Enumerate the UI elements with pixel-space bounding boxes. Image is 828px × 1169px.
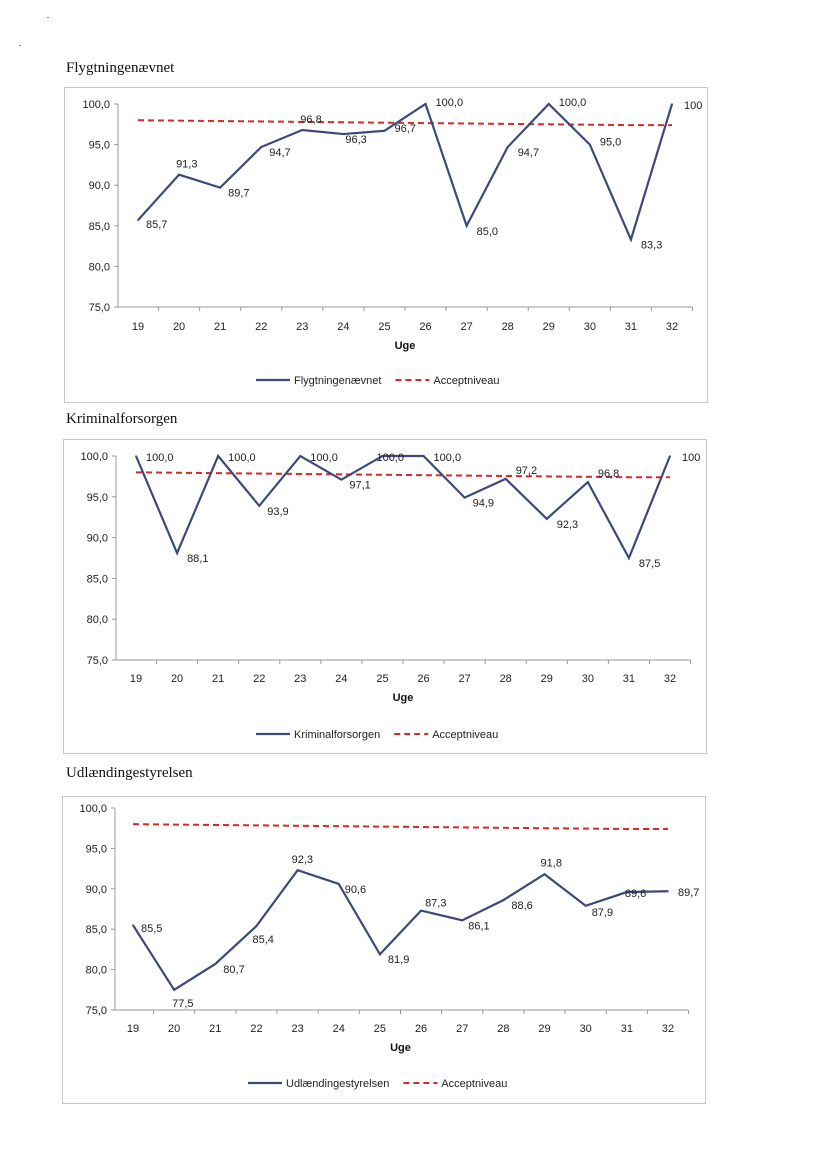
data-point <box>132 924 134 926</box>
x-tick-label: 23 <box>294 673 307 685</box>
x-tick-label: 21 <box>209 1023 222 1035</box>
data-point <box>341 479 343 481</box>
data-point <box>546 518 548 520</box>
data-point <box>585 905 587 907</box>
data-label: 89,7 <box>228 187 250 200</box>
x-tick-label: 32 <box>665 321 679 333</box>
x-tick-label: 27 <box>458 673 471 685</box>
data-point <box>544 873 546 875</box>
x-tick-label: 25 <box>378 321 391 333</box>
data-label: 100,0 <box>558 97 587 109</box>
data-point <box>503 899 505 901</box>
x-tick-label: 19 <box>129 673 143 685</box>
data-point <box>507 146 509 148</box>
x-tick-label: 24 <box>332 1023 345 1035</box>
data-point <box>176 552 178 554</box>
data-point <box>589 144 591 146</box>
section-title-udlaendingestyrelsen: Udlændingestyrelsen <box>66 765 193 781</box>
data-point <box>671 103 673 105</box>
y-tick-label: 75,0 <box>88 302 110 314</box>
y-tick-label: 75,0 <box>85 1005 107 1017</box>
x-tick-label: 28 <box>501 321 514 333</box>
data-point <box>425 103 427 105</box>
y-tick-label: 85,0 <box>88 220 110 233</box>
x-tick-label: 20 <box>168 1023 181 1035</box>
data-label: 88,6 <box>511 900 533 913</box>
data-label: 81,9 <box>387 954 410 967</box>
section-title-flygtningenaevnet: Flygtningenævnet <box>66 60 175 76</box>
data-point <box>587 481 589 483</box>
x-tick-label: 30 <box>583 321 596 333</box>
x-tick-label: 21 <box>214 321 227 333</box>
data-point <box>217 455 219 457</box>
x-tick-label: 26 <box>417 673 430 685</box>
data-label: 83,3 <box>640 239 663 252</box>
series-line <box>133 870 668 990</box>
data-label: 88,1 <box>187 553 209 566</box>
data-label: 80,7 <box>223 963 245 976</box>
x-tick-label: 26 <box>419 321 432 333</box>
y-tick-label: 85,0 <box>85 924 107 937</box>
x-tick-label: 31 <box>620 1023 633 1035</box>
data-point <box>464 497 466 499</box>
data-label: 86,1 <box>468 920 490 933</box>
x-axis-title: Uge <box>392 692 414 704</box>
data-label: 90,6 <box>344 883 367 896</box>
x-tick-label: 27 <box>460 321 473 333</box>
x-axis-title: Uge <box>390 1042 411 1054</box>
x-tick-label: 22 <box>250 1023 263 1035</box>
data-point <box>258 505 260 507</box>
data-label: 94,7 <box>517 147 540 160</box>
series-line <box>136 456 670 558</box>
data-point <box>505 478 507 480</box>
data-label: 94,7 <box>269 147 291 160</box>
y-tick-label: 90,0 <box>88 180 110 193</box>
data-label: 100 <box>684 100 703 112</box>
y-tick-label: 75,0 <box>86 655 108 667</box>
data-label: 97,1 <box>349 479 371 492</box>
data-label: 100,0 <box>435 97 464 109</box>
data-label: 100,0 <box>433 452 462 464</box>
x-tick-label: 26 <box>414 1023 428 1035</box>
data-point <box>667 890 669 892</box>
data-point <box>178 174 180 176</box>
data-label: 95,0 <box>599 136 622 149</box>
x-tick-label: 23 <box>291 1023 304 1035</box>
x-tick-label: 24 <box>337 321 350 333</box>
data-point <box>379 953 381 955</box>
data-label: 96,8 <box>300 113 322 126</box>
data-label: 100,0 <box>310 452 338 464</box>
data-point <box>173 989 175 991</box>
data-point <box>420 910 422 912</box>
y-tick-label: 95,0 <box>86 491 108 504</box>
data-label: 100 <box>682 452 701 464</box>
x-tick-label: 28 <box>499 673 512 685</box>
data-point <box>461 920 463 922</box>
data-label: 93,9 <box>267 505 289 518</box>
data-label: 85,7 <box>146 219 168 232</box>
data-point <box>630 239 632 241</box>
data-label: 85,5 <box>141 923 163 936</box>
data-point <box>548 103 550 105</box>
x-tick-label: 25 <box>373 1023 387 1035</box>
data-point <box>384 130 386 132</box>
data-label: 91,8 <box>540 857 562 870</box>
x-tick-label: 22 <box>253 673 266 685</box>
data-point <box>343 133 345 135</box>
data-label: 85,0 <box>476 225 499 238</box>
data-point <box>256 925 258 927</box>
data-label: 96,3 <box>345 134 367 147</box>
data-label: 89,6 <box>624 888 647 901</box>
data-label: 87,9 <box>591 906 614 919</box>
legend-accept-label: Acceptniveau <box>432 729 499 741</box>
data-point <box>215 963 217 965</box>
data-point <box>466 225 468 227</box>
y-tick-label: 80,0 <box>85 964 107 977</box>
acceptniveau-line <box>133 824 668 829</box>
legend-series-label: Udlændingestyrelsen <box>286 1078 390 1090</box>
data-point <box>219 187 221 189</box>
data-point <box>423 455 425 457</box>
data-label: 100,0 <box>228 452 256 464</box>
data-point <box>297 869 299 871</box>
data-point <box>135 455 137 457</box>
data-point <box>260 146 262 148</box>
x-tick-label: 31 <box>622 673 636 685</box>
x-tick-label: 32 <box>661 1023 675 1035</box>
x-tick-label: 32 <box>663 673 677 685</box>
x-tick-label: 29 <box>538 1023 551 1035</box>
data-point <box>137 219 139 221</box>
y-tick-label: 100,0 <box>82 99 110 111</box>
legend-accept-label: Acceptniveau <box>441 1078 508 1090</box>
data-label: 96,8 <box>597 468 620 481</box>
data-label: 92,3 <box>556 518 579 531</box>
data-label: 94,9 <box>472 497 495 510</box>
legend-series-label: Flygtningenævnet <box>294 375 382 387</box>
x-tick-label: 22 <box>255 321 268 333</box>
x-tick-label: 27 <box>456 1023 469 1035</box>
x-tick-label: 30 <box>579 1023 592 1035</box>
x-tick-label: 24 <box>335 673 348 685</box>
data-point <box>338 883 340 885</box>
data-label: 77,5 <box>172 997 194 1010</box>
x-tick-label: 29 <box>542 321 555 333</box>
y-tick-label: 100,0 <box>79 803 107 815</box>
x-tick-label: 28 <box>497 1023 510 1035</box>
x-tick-label: 30 <box>581 673 594 685</box>
y-tick-label: 80,0 <box>86 614 108 627</box>
data-point <box>669 455 671 457</box>
x-tick-label: 21 <box>212 673 225 685</box>
x-tick-label: 19 <box>126 1023 140 1035</box>
y-tick-label: 95,0 <box>88 139 110 152</box>
x-tick-label: 20 <box>172 321 186 333</box>
data-point <box>628 557 630 559</box>
y-tick-label: 90,0 <box>86 532 108 545</box>
y-tick-label: 95,0 <box>85 843 107 856</box>
x-axis-title: Uge <box>394 340 416 352</box>
data-point <box>302 129 304 131</box>
x-tick-label: 29 <box>540 673 553 685</box>
data-label: 91,3 <box>176 158 198 171</box>
data-label: 96,7 <box>394 122 416 135</box>
data-label: 92,3 <box>291 854 314 867</box>
y-tick-label: 90,0 <box>85 883 107 896</box>
data-label: 97,2 <box>515 464 538 477</box>
data-label: 100,0 <box>146 452 174 464</box>
acceptniveau-line <box>136 472 670 477</box>
legend-accept-label: Acceptniveau <box>433 375 500 387</box>
y-tick-label: 100,0 <box>80 451 108 463</box>
x-tick-label: 20 <box>170 673 184 685</box>
data-label: 100,0 <box>376 452 404 464</box>
data-label: 87,5 <box>638 558 661 570</box>
data-point <box>300 455 302 457</box>
section-title-kriminalforsorgen: Kriminalforsorgen <box>66 411 178 427</box>
data-label: 85,4 <box>252 933 274 946</box>
y-tick-label: 85,0 <box>86 573 108 586</box>
x-tick-label: 19 <box>131 321 145 333</box>
y-tick-label: 80,0 <box>88 261 110 274</box>
data-label: 87,3 <box>425 897 447 910</box>
x-tick-label: 31 <box>624 321 638 333</box>
legend-series-label: Kriminalforsorgen <box>294 729 381 741</box>
data-label: 89,7 <box>678 887 700 900</box>
x-tick-label: 23 <box>296 321 309 333</box>
x-tick-label: 25 <box>376 673 389 685</box>
